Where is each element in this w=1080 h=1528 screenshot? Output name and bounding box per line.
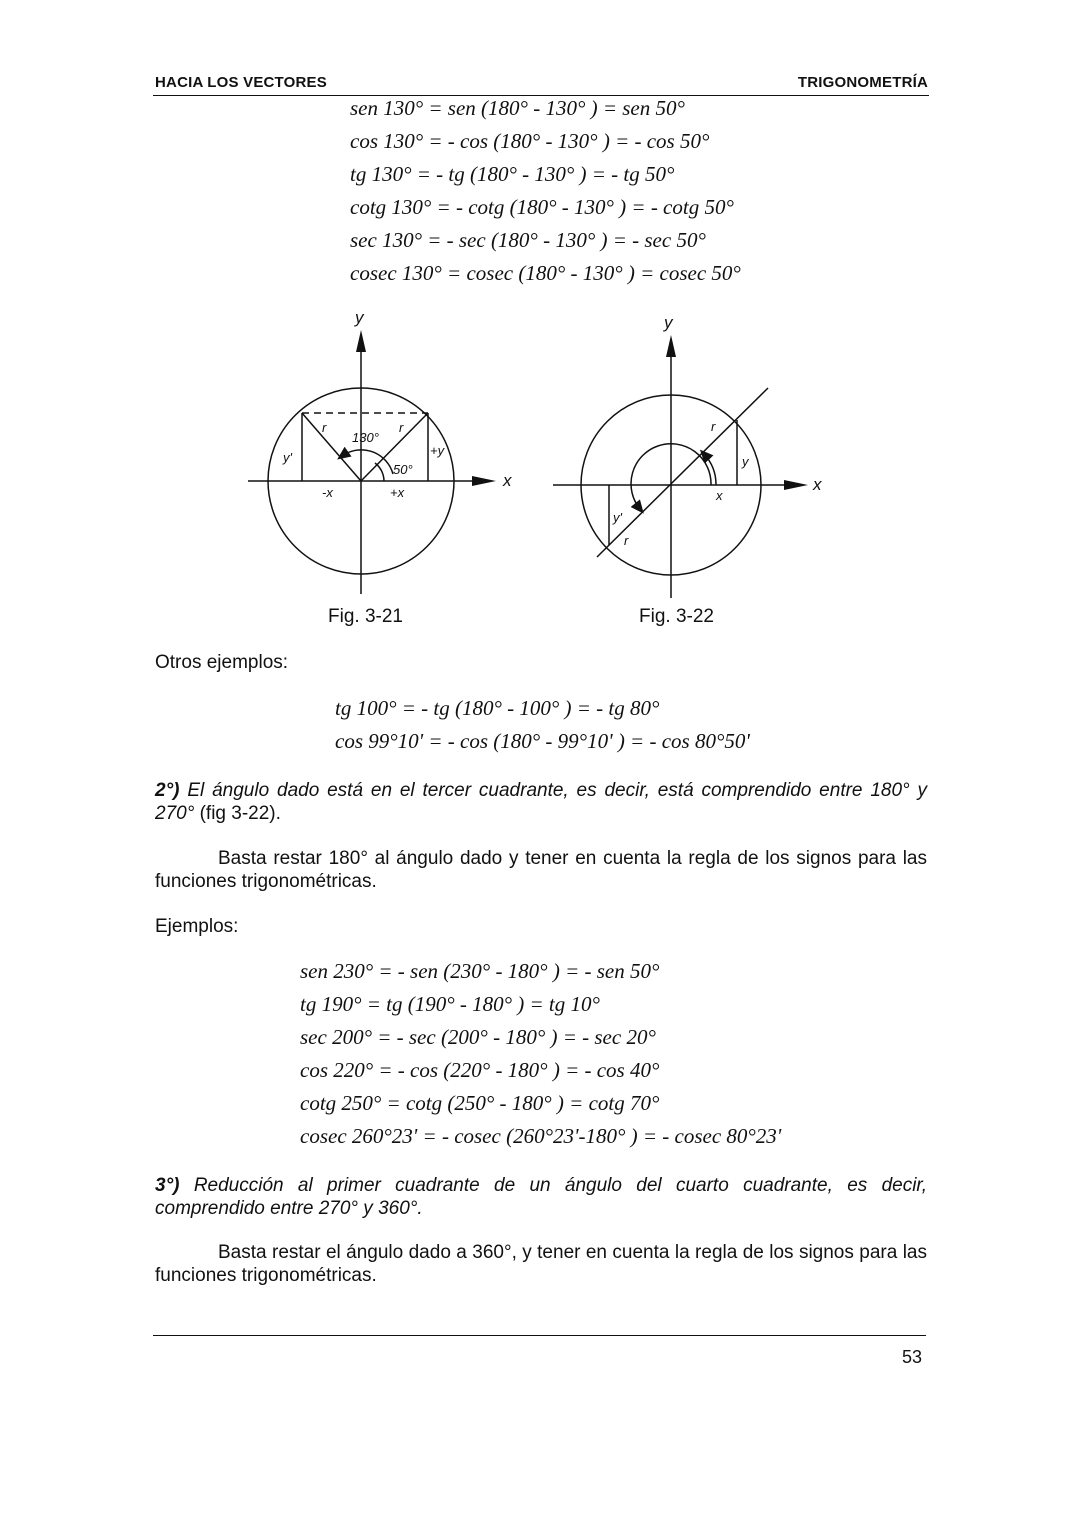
case-2-body: Basta restar 180° al ángulo dado y tener en cuenta la regla de los signos para las funciones trigonométricas. — [155, 848, 927, 892]
fig1-minus-x-label: -x — [322, 485, 333, 500]
fig1-y-prime-label: y' — [283, 450, 292, 465]
arc-small — [704, 454, 716, 485]
fig2-r-bottom-label: r — [624, 533, 629, 548]
equation-line: sec 200° = - sec (200° - 180° ) = - sec 20° — [300, 1025, 656, 1049]
fig1-plus-x-label: +x — [390, 485, 405, 500]
fig1-x-axis-label: x — [503, 471, 512, 490]
equation-block-1 — [350, 92, 741, 290]
fig2-r-top-label: r — [711, 419, 716, 434]
equation-line: cosec 260°23' = - cosec (260°23'-180° ) = - cosec 80°23' — [300, 1124, 782, 1148]
equation-line: cosec 130° = cosec (180° - 130° ) = cosec 50° — [350, 261, 741, 285]
y-axis-arrow — [356, 330, 366, 352]
case-2-ref: (fig 3-22). — [194, 803, 281, 824]
fig1-angle-130-label: 130° — [352, 430, 379, 445]
caption-fig-3-22: Fig. 3-22 — [639, 606, 714, 627]
fig2-y-prime-label: y' — [613, 510, 622, 525]
equation-line: cos 99°10' = - cos (180° - 99°10' ) = - cos 80°50' — [335, 729, 750, 753]
equation-line: tg 190° = tg (190° - 180° ) = tg 10° — [300, 992, 600, 1016]
fig2-y-axis-label: y — [664, 313, 673, 332]
case-3-body: Basta restar el ángulo dado a 360°, y tener en cuenta la regla de los signos para las funciones trigonométricas. — [155, 1242, 927, 1286]
case-2-text: El ángulo dado está en el tercer cuadrante, es decir, está comprendido entre 180° y 270° — [155, 780, 927, 824]
fig2-x-axis-label: x — [813, 475, 822, 494]
equation-line: tg 100° = - tg (180° - 100° ) = - tg 80° — [335, 696, 660, 720]
otros-ejemplos-label: Otros ejemplos: — [155, 652, 289, 673]
fig2-y-label: y — [742, 454, 749, 469]
fig1-r-left-label: r — [322, 420, 327, 435]
case-3-heading — [155, 1174, 927, 1220]
running-header-left: HACIA LOS VECTORES — [155, 74, 327, 91]
case-3-number: 3°) — [155, 1175, 180, 1196]
fig1-angle-50-label: 50° — [393, 462, 413, 477]
equation-line: cotg 130° = - cotg (180° - 130° ) = - cotg 50° — [350, 195, 734, 219]
case-2-heading — [155, 779, 927, 825]
equation-line: cos 220° = - cos (220° - 180° ) = - cos 40° — [300, 1058, 660, 1082]
case-2-number: 2°) — [155, 780, 180, 801]
case-3-text: Reducción al primer cuadrante de un ángulo del cuarto cuadrante, es decir, comprendido entre 270° y 360°. — [155, 1175, 927, 1219]
equation-line: sen 230° = - sen (230° - 180° ) = - sen 50° — [300, 959, 660, 983]
diagonal-line — [597, 388, 768, 557]
fig1-plus-y-label: +y — [430, 443, 445, 458]
x-axis-arrow — [784, 480, 808, 490]
figure-3-22 — [553, 335, 808, 598]
equation-line: cotg 250° = cotg (250° - 180° ) = cotg 70° — [300, 1091, 660, 1115]
equation-block-2 — [335, 692, 750, 758]
x-axis-arrow — [472, 476, 496, 486]
fig2-x-label: x — [716, 488, 723, 503]
caption-fig-3-21: Fig. 3-21 — [328, 606, 403, 627]
figures — [230, 300, 850, 600]
footer-rule — [153, 1335, 926, 1336]
equation-block-3 — [300, 955, 781, 1153]
equation-line: cos 130° = - cos (180° - 130° ) = - cos 50° — [350, 129, 710, 153]
equation-line: sec 130° = - sec (180° - 130° ) = - sec 50° — [350, 228, 706, 252]
y-axis-arrow — [666, 335, 676, 357]
arc-130 — [342, 450, 393, 474]
equation-line: sen 130° = sen (180° - 130° ) = sen 50° — [350, 96, 685, 120]
fig1-y-axis-label: y — [355, 308, 364, 327]
running-header-right: TRIGONOMETRÍA — [797, 74, 928, 91]
radius-left — [302, 413, 361, 481]
fig1-r-right-label: r — [399, 420, 404, 435]
ejemplos-label: Ejemplos: — [155, 916, 239, 937]
equation-line: tg 130° = - tg (180° - 130° ) = - tg 50° — [350, 162, 675, 186]
page-number: 53 — [901, 1347, 922, 1367]
